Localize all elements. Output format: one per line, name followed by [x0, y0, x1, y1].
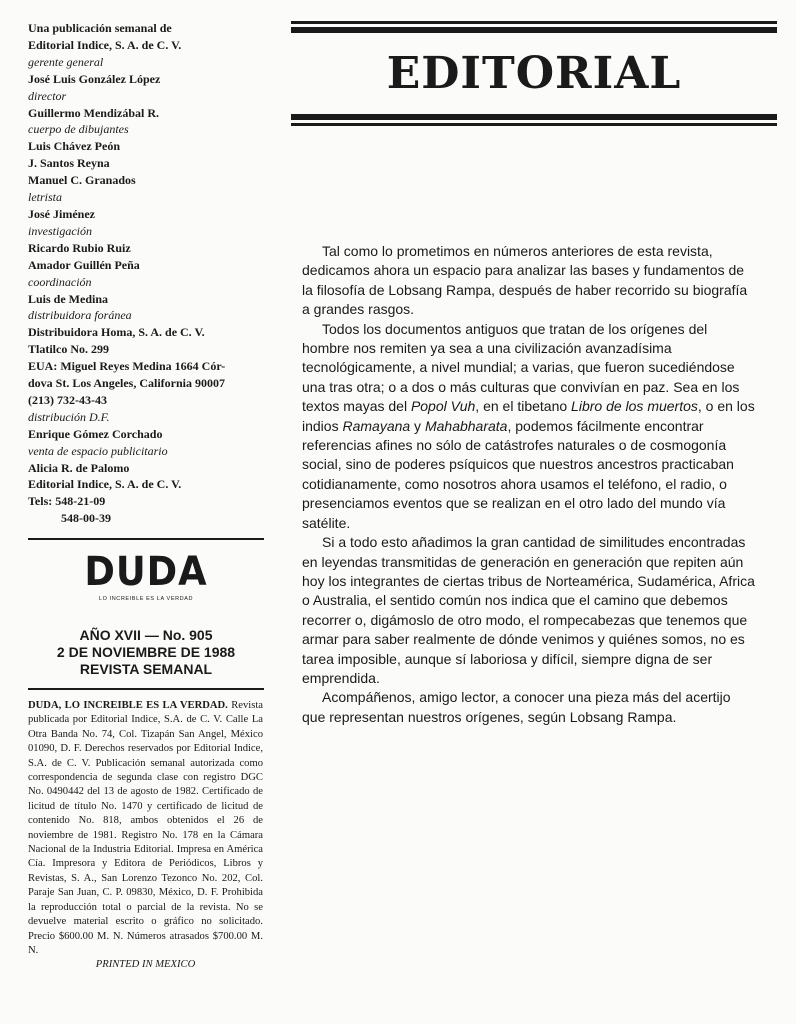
book-title: Mahabharata	[424, 417, 508, 434]
masthead-role: distribuidora foránea	[28, 308, 132, 323]
editorial-paragraph: Si a todo esto añadimos la gran cantidad de similitudes encontradas en leyendas transmitidas de generación en generación que repiten aún hoy los integrantes de ciertas tribus de Norteamérica, Sudamérica, Africa o Australia, el sentido común nos indica que el camino que debemos recorrer o, digámoslo de otro modo, el rompecabezas que tenemos que armar para saber realmente de dónde venimos y quiénes somos, no es tarea imposible, aunque sí laboriosa y difícil, siempre digna de ser emprendida.	[302, 534, 755, 686]
divider	[28, 688, 264, 690]
masthead-name: José Jiménez	[28, 206, 95, 221]
masthead-usa: dova St. Los Angeles, California 90007	[28, 376, 226, 391]
text-run: y	[410, 417, 425, 434]
legal-head: DUDA, LO INCREIBLE ES LA VERDAD.	[28, 700, 228, 711]
masthead-tels: Tels: 548-21-09	[28, 494, 106, 509]
masthead-name: Enrique Gómez Corchado	[28, 426, 163, 441]
text-run: , podemos fácilmente encontrar referencias afines no sólo de catástrofes naturales o de cosmogonía social, sino de poderes psíquicos que nuestros ancestros practicaban cotidianamente, como nosotros ahora usamos el teléfono, el radio, o presenciamos eventos que se realizan en el otro lado del mundo vía satélite.	[302, 417, 734, 531]
masthead-name: Distribuidora Homa, S. A. de C. V.	[28, 325, 205, 340]
title-rule	[291, 21, 777, 24]
masthead-name: Luis de Medina	[28, 291, 109, 306]
masthead-publisher-name: Editorial Indice, S. A. de C. V.	[28, 37, 182, 52]
masthead-role: gerente general	[28, 54, 104, 69]
masthead-tels: 548-00-39	[61, 511, 111, 526]
title-rule	[291, 123, 777, 126]
editorial-paragraph: Tal como lo prometimos en números anteriores de esta revista, dedicamos ahora un espacio para analizar las bases y fundamentos de la filosofía de Lobsang Rampa, después de haber recorrido su biografía a grandes rasgos.	[302, 243, 748, 318]
page-title: EDITORIAL	[386, 48, 682, 99]
book-title: Libro de los muertos	[571, 398, 698, 415]
masthead-role: cuerpo de dibujantes	[28, 122, 129, 137]
masthead-name: Manuel C. Granados	[28, 173, 136, 188]
editorial-paragraph	[302, 320, 757, 533]
logo-wordmark: DUDA	[84, 549, 208, 595]
masthead-name: Luis Chávez Peón	[28, 139, 121, 154]
masthead-name: Ricardo Rubio Ruiz	[28, 240, 131, 255]
issue-frequency: REVISTA SEMANAL	[79, 661, 213, 677]
masthead-company: Editorial Indice, S. A. de C. V.	[28, 477, 182, 492]
title-rule	[291, 27, 777, 33]
masthead	[28, 20, 263, 527]
masthead-role: distribución D.F.	[28, 409, 110, 424]
text-run: , en el tibetano	[475, 398, 572, 415]
masthead-name: J. Santos Reyna	[28, 156, 110, 171]
masthead-name: José Luis González López	[28, 71, 161, 86]
text-run: Todos los documentos antiguos que tratan de los orígenes del hombre nos remiten ya sea a una civilización avanzadísima tecnológicamente, a nivel mundial; a varias, que fueron sucediéndose una tras otra; o a dos o más culturas que convivían en paz. Sea en los textos mayas del	[302, 320, 740, 415]
masthead-usa: (213) 732-43-43	[28, 392, 107, 407]
divider	[28, 538, 264, 540]
printed-in: PRINTED IN MEXICO	[95, 959, 196, 971]
editorial-body	[302, 242, 757, 727]
masthead-role: venta de espacio publicitario	[28, 443, 168, 458]
masthead-role: coordinación	[28, 274, 92, 289]
issue-number: AÑO XVII — No. 905	[79, 627, 213, 643]
masthead-publisher: Una publicación semanal de	[28, 21, 172, 35]
text-run: , o en los indios	[302, 398, 755, 434]
masthead-name: Amador Guillén Peña	[28, 257, 140, 272]
masthead-name: Alicia R. de Palomo	[28, 460, 130, 475]
book-title: Ramayana	[342, 417, 411, 434]
logo-tagline: LO INCREIBLE ES LA VERDAD	[98, 596, 194, 602]
masthead-role: letrista	[28, 190, 63, 205]
legal-notice	[28, 699, 263, 973]
masthead-role: investigación	[28, 223, 92, 238]
brand-logo	[28, 549, 264, 602]
masthead-role: director	[28, 88, 67, 103]
issue-date: 2 DE NOVIEMBRE DE 1988	[56, 644, 236, 660]
issue-info	[28, 627, 264, 678]
masthead-name: Guillermo Mendizábal R.	[28, 105, 159, 120]
legal-body: Revista publicada por Editorial Indice, S.A. de C. V. Calle La Otra Banda No. 74, Col. Tizapán San Angel, México 01090, D. F. Derechos reservados por Editorial Indice, S.A. de C. V. Publicación semanal autorizada como correspondencia de segunda clase con registro DGC No. 0490442 del 13 de agosto de 1982. Certificado de licitud de título No. 1470 y certificado de licitud de contenido No. 818, ambos obtenidos el 26 de noviembre de 1981. Registro No. 178 en la Cámara Nacional de la Industria Editorial. Impresa en América Cía. Impresora y Editora de Periódicos, Libros y Revistas, S. A., San Lorenzo Tezonco No. 202, Col. Paraje San Juan, C. P. 09830, México, D. F. Prohibida la reproducción total o parcial de la revista. No se devuelve material escrito o gráfico no solicitado. Precio $600.00 M. N. Números atrasados $700.00 M. N.	[28, 700, 263, 956]
masthead-address: Tlatilco No. 299	[28, 342, 109, 357]
title-rule	[291, 114, 777, 120]
editorial-paragraph: Acompáñenos, amigo lector, a conocer una pieza más del acertijo que representan nuestros orígenes, según Lobsang Rampa.	[302, 689, 731, 725]
book-title: Popol Vuh	[410, 398, 476, 415]
masthead-usa: EUA: Miguel Reyes Medina 1664 Cór-	[28, 359, 226, 374]
